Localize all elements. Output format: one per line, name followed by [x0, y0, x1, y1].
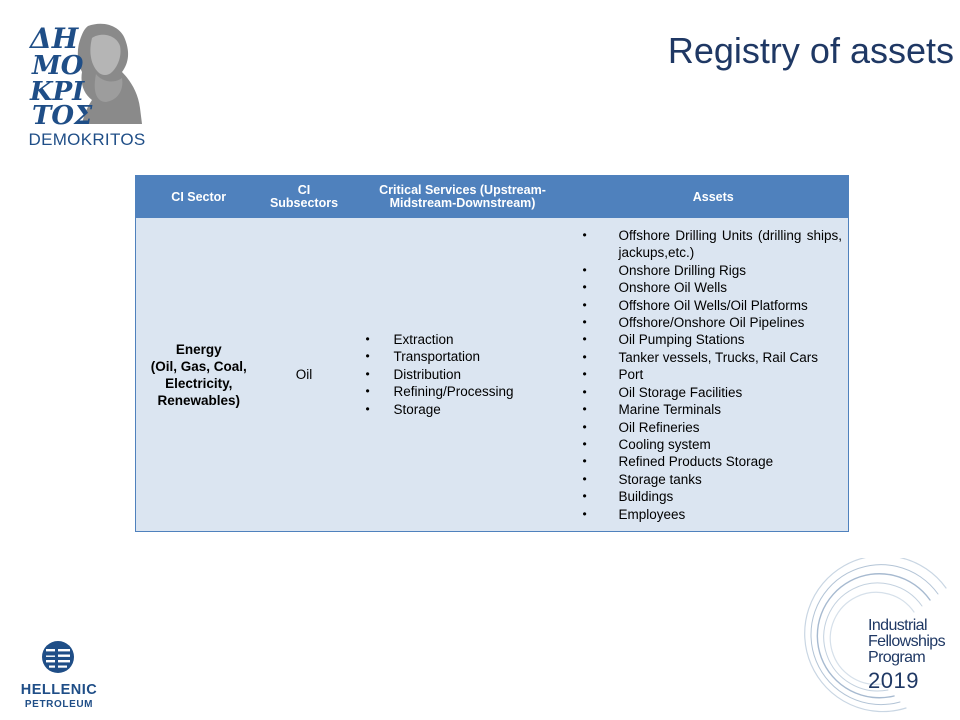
asset-item — [580, 279, 843, 296]
asset-item-text: Port — [618, 367, 644, 383]
bullet-icon: • — [365, 384, 370, 399]
asset-item-text: Marine Terminals — [618, 402, 722, 418]
svg-text:ΤΟΣ: ΤΟΣ — [32, 101, 93, 126]
bullet-icon: • — [365, 331, 370, 346]
asset-item-text: Storage tanks — [618, 471, 702, 487]
asset-item-text: Oil Refineries — [618, 419, 700, 435]
asset-item — [580, 506, 843, 523]
program-year: 2019 — [868, 668, 919, 693]
asset-item — [580, 436, 843, 453]
sector-cell — [136, 218, 262, 532]
service-item-text: Storage — [393, 401, 441, 417]
header-critical-services: Critical Services (Upstream-Midstream-Downstream) — [347, 176, 579, 219]
bullet-icon: • — [582, 315, 587, 330]
bullet-icon: • — [582, 454, 587, 469]
page-title: Registry of assets — [667, 30, 954, 71]
hellenic-petroleum-emblem-icon — [41, 640, 75, 674]
industrial-fellowships-logo — [796, 558, 958, 718]
program-line-1: Industrial — [868, 617, 927, 634]
bullet-icon: • — [582, 332, 587, 347]
asset-item-text: Oil Storage Facilities — [618, 384, 743, 400]
asset-item — [580, 262, 843, 279]
bullet-icon: • — [582, 436, 587, 451]
hellenic-petroleum-logo — [12, 640, 106, 714]
bullet-icon: • — [582, 228, 587, 243]
service-item-text: Refining/Processing — [393, 384, 514, 400]
service-item-text: Extraction — [393, 331, 454, 347]
header-assets: Assets — [579, 176, 849, 219]
asset-item — [580, 297, 843, 314]
asset-item-text: Employees — [618, 506, 686, 522]
bullet-icon: • — [365, 366, 370, 381]
service-item-text: Transportation — [393, 349, 481, 365]
service-item — [357, 366, 578, 383]
bullet-icon: • — [365, 349, 370, 364]
bullet-icon: • — [582, 297, 587, 312]
demokritos-logo-text: DEMOKRITOS — [28, 130, 146, 149]
service-item — [357, 401, 578, 418]
asset-item — [580, 227, 843, 262]
demokritos-emblem-icon — [26, 18, 148, 126]
header-ci-subsectors: CI Subsectors — [262, 176, 347, 219]
asset-item — [580, 366, 843, 383]
bullet-icon: • — [582, 280, 587, 295]
sector-detail: (Oil, Gas, Coal, Electricity, Renewables) — [150, 358, 247, 408]
services-list — [357, 331, 578, 418]
bullet-icon: • — [582, 419, 587, 434]
subsector-cell: Oil — [262, 218, 347, 532]
bullet-icon: • — [582, 367, 587, 382]
svg-text:ΚΡΙ: ΚΡΙ — [30, 77, 85, 107]
greek-letters-line1: ΔΗ — [30, 22, 79, 55]
asset-item — [580, 488, 843, 505]
asset-item — [580, 453, 843, 470]
asset-item — [580, 314, 843, 331]
asset-item-text: Offshore/Onshore Oil Pipelines — [618, 315, 805, 331]
asset-item — [580, 331, 843, 348]
bullet-icon: • — [582, 489, 587, 504]
service-item — [357, 331, 578, 348]
service-item — [357, 348, 578, 365]
asset-item-text: Offshore Drilling Units (drilling ships, jackups,etc.) — [618, 228, 842, 261]
bullet-icon: • — [582, 349, 587, 364]
asset-item-text: Tanker vessels, Trucks, Rail Cars — [618, 349, 819, 365]
hellenic-sub: PETROLEUM — [24, 699, 94, 710]
hellenic-name: HELLENIC — [20, 682, 98, 698]
asset-item-text: Onshore Drilling Rigs — [618, 262, 747, 278]
header-ci-sector: CI Sector — [136, 176, 262, 219]
assets-cell — [579, 218, 849, 532]
bullet-icon: • — [582, 262, 587, 277]
assets-table — [135, 175, 849, 532]
bullet-icon: • — [582, 402, 587, 417]
bullet-icon: • — [582, 471, 587, 486]
services-cell — [347, 218, 579, 532]
service-item-text: Distribution — [393, 366, 462, 382]
program-line-2: Fellowships — [868, 633, 945, 650]
bullet-icon: • — [582, 506, 587, 521]
asset-item-text: Oil Pumping Stations — [618, 332, 745, 348]
demokritos-logo — [24, 18, 150, 150]
asset-item-text: Buildings — [618, 489, 674, 505]
asset-item — [580, 349, 843, 366]
svg-text:ΜΟ: ΜΟ — [32, 51, 84, 81]
asset-item-text: Cooling system — [618, 436, 711, 452]
asset-item-text: Onshore Oil Wells — [618, 280, 728, 296]
asset-item — [580, 471, 843, 488]
table-row — [136, 218, 849, 532]
service-item — [357, 383, 578, 400]
bullet-icon: • — [365, 401, 370, 416]
program-line-3: Program — [868, 649, 926, 666]
asset-item — [580, 384, 843, 401]
asset-item — [580, 419, 843, 436]
fellowships-program-text — [868, 618, 945, 666]
asset-item — [580, 401, 843, 418]
bullet-icon: • — [582, 384, 587, 399]
asset-item-text: Refined Products Storage — [618, 454, 774, 470]
asset-item-text: Offshore Oil Wells/Oil Platforms — [618, 297, 808, 313]
table-header-row — [136, 176, 849, 219]
sector-name: Energy — [175, 341, 222, 357]
assets-list — [580, 227, 843, 523]
